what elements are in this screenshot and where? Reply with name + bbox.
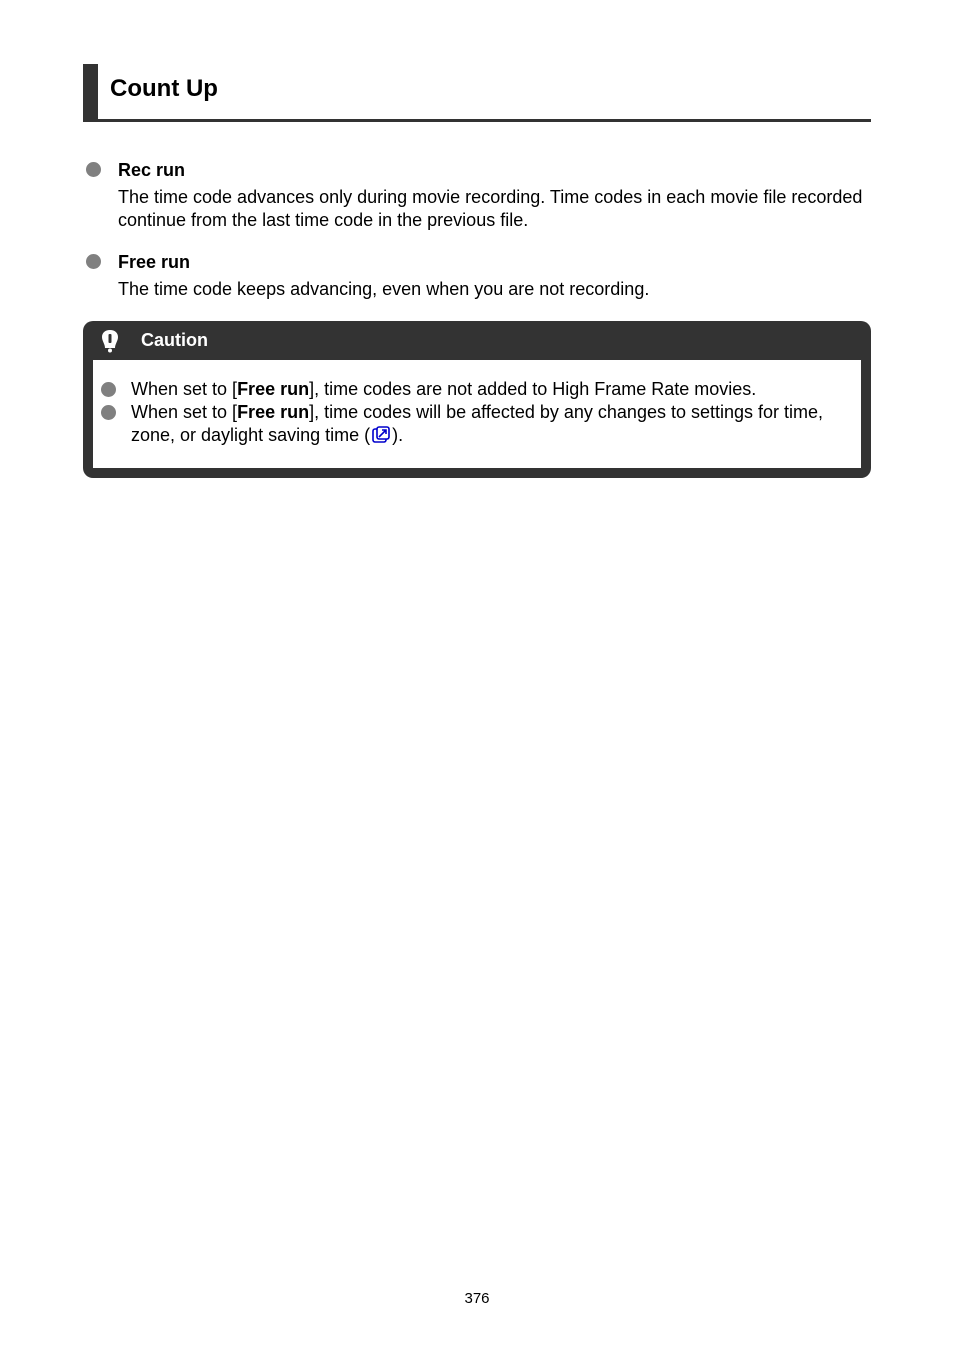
list-item-rec-run	[85, 159, 865, 232]
caution-text: ], time codes will be affected by any changes to settings for time, zone, or daylight saving time (	[131, 402, 824, 445]
bullet-icon	[101, 382, 116, 397]
caution-box	[83, 321, 871, 478]
item-text: The time code advances only during movie recording. Time codes in each movie file recorded continue from the last time code in the previous file.	[118, 187, 863, 230]
section-heading	[83, 64, 871, 122]
item-title: Free run	[118, 252, 191, 272]
caution-icon	[98, 329, 122, 353]
caution-bold-text: Free run	[237, 379, 310, 399]
caution-text: ], time codes are not added to High Frame Rate movies.	[309, 379, 757, 399]
caution-header	[83, 321, 871, 360]
caution-bold-text: Free run	[237, 402, 310, 422]
caution-text: ).	[392, 425, 404, 445]
caution-item	[93, 401, 861, 447]
caution-item	[93, 378, 861, 401]
item-text: The time code keeps advancing, even when you are not recording.	[118, 279, 650, 299]
caution-list	[93, 360, 861, 447]
bullet-icon	[86, 254, 101, 269]
caution-title: Caution	[141, 330, 208, 350]
item-title: Rec run	[118, 160, 186, 180]
list-item-free-run	[85, 251, 865, 301]
page-title: Count Up	[110, 75, 218, 102]
caution-body	[93, 360, 861, 468]
caution-text: When set to [	[131, 402, 238, 422]
page-number: 376	[464, 1290, 490, 1307]
link-icon[interactable]	[371, 425, 391, 445]
bullet-icon	[101, 405, 116, 420]
bullet-icon	[86, 162, 101, 177]
caution-text: When set to [	[131, 379, 238, 399]
